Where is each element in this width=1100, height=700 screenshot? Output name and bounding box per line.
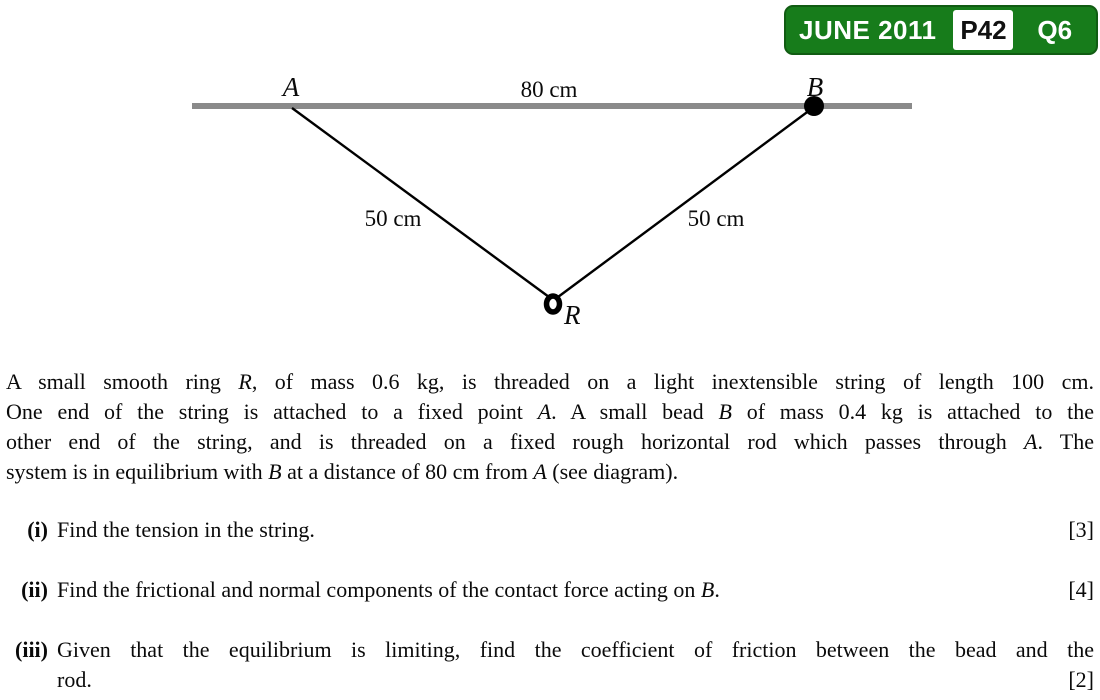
problem-statement: A small smooth ring R, of mass 0.6 kg, is threaded on a light inextensible string of length 100 cm. One end of the string is attached to a fixed point A. A small bead B of mass 0.4 kg is attached to the other end of the string, and is threaded on a fixed rough horizontal rod which passes through A. The system is in equilibrium with B at a distance of 80 cm from A (see diagram). xyxy=(6,369,1094,484)
ring-r-label: R xyxy=(564,300,581,330)
part-iii-text: Given that the equilibrium is limiting, find the coefficient of friction between the bead and the rod. xyxy=(57,637,1094,692)
question-number-label: Q6 xyxy=(1037,14,1073,45)
point-b-label: B xyxy=(806,72,824,102)
string-b-r xyxy=(558,107,814,297)
part-ii-marker: (ii) xyxy=(21,577,48,602)
part-i-marker: (i) xyxy=(27,517,48,542)
part-ii-text: Find the frictional and normal components of the contact force acting on B. xyxy=(57,577,720,602)
length-50cm-right-label: 50 cm xyxy=(687,206,745,231)
paper-number-label: P42 xyxy=(953,10,1013,50)
part-i-marks: [3] xyxy=(1068,517,1094,542)
length-80cm-label: 80 cm xyxy=(520,77,578,102)
part-iii-marks: [2] xyxy=(1068,667,1094,692)
length-50cm-left-label: 50 cm xyxy=(364,206,422,231)
string-a-r xyxy=(292,108,549,297)
question-part-ii xyxy=(6,575,1094,605)
part-iii-marker: (iii) xyxy=(15,637,48,662)
part-ii-marks: [4] xyxy=(1068,577,1094,602)
ring-r-shape xyxy=(547,296,560,312)
question-part-iii xyxy=(6,635,1094,695)
part-i-text: Find the tension in the string. xyxy=(57,517,315,542)
point-a-label: A xyxy=(282,72,300,102)
question-part-i xyxy=(6,515,1094,545)
session-label: JUNE 2011 xyxy=(799,14,937,45)
